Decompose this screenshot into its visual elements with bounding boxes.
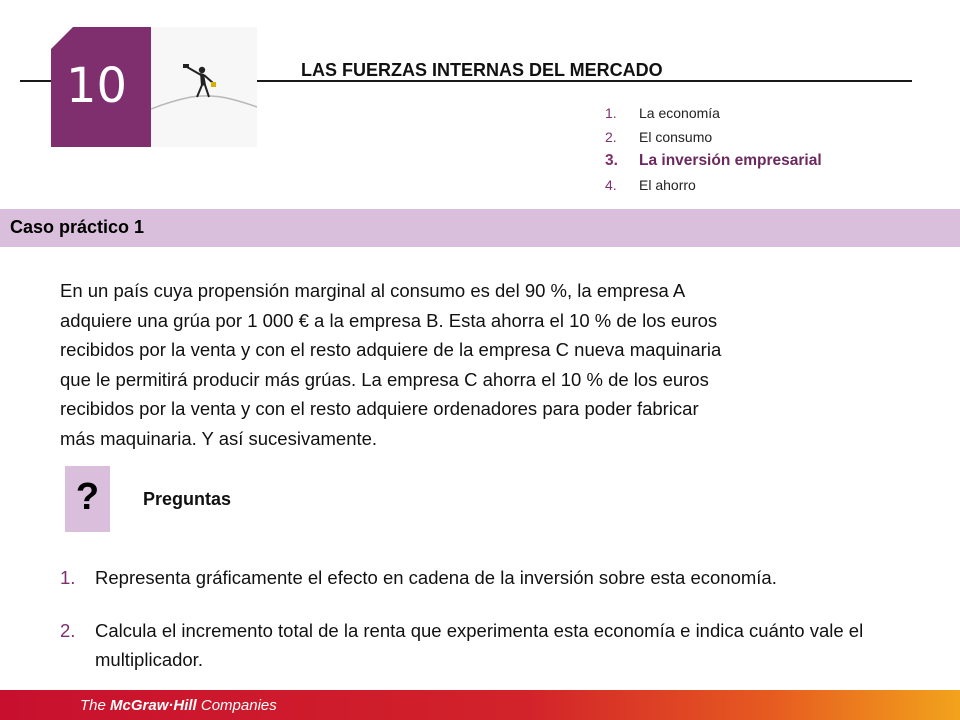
chapter-toc [605,101,822,197]
toc-item-label: El consumo [639,129,713,145]
chapter-number: 10 [66,58,128,114]
toc-item-number: 3. [605,152,618,169]
question-mark-glyph: ? [75,476,100,518]
case-line: que le permitirá producir más grúas. La empresa C ahorra el 10 % de los euros [60,368,709,390]
page-title: LAS FUERZAS INTERNAS DEL MERCADO [301,60,663,80]
case-statement [60,276,860,453]
chapter-badge-corner [51,27,73,49]
case-line: En un país cuya propensión marginal al consumo es del 90 %, la empresa A [60,280,686,301]
question-item [60,563,920,592]
publisher-logo [80,697,277,714]
case-line: más maquinaria. Y así sucesivamente. [60,427,378,449]
case-line: recibidos por la venta y con el resto adquiere ordenadores para poder fabricar [60,398,699,419]
toc-item-economia [605,101,822,125]
questions-list [60,563,920,674]
publisher-suffix: Companies [196,697,277,714]
section-title: Caso práctico 1 [10,217,145,237]
publisher-prefix: The [80,697,111,714]
question-number: 1. [60,567,76,588]
publisher-name: McGraw·Hill [110,697,197,714]
toc-item-label: El ahorro [639,177,696,193]
toc-item-number: 1. [605,105,617,121]
question-mark-icon [65,466,110,532]
tightrope-walker-image [151,27,257,147]
question-text: Calcula el incremento total de la renta que experimenta esta economía e indica cuánto vale el multiplicador. [95,620,864,670]
publisher-footer [0,690,960,720]
case-line: adquiere una grúa por 1 000 € a la empresa B. Esta ahorra el 10 % de los euros [60,309,718,331]
section-header-band [0,209,960,247]
question-text: Representa gráficamente el efecto en cadena de la inversión sobre esta economía. [95,567,777,588]
toc-item-number: 4. [605,177,617,193]
toc-item-label: La inversión empresarial [639,152,822,169]
questions-heading: Preguntas [143,489,232,509]
toc-item-label: La economía [639,105,720,121]
question-number: 2. [60,620,76,641]
toc-item-ahorro [605,173,822,197]
toc-item-number: 2. [605,129,617,145]
toc-item-inversion [605,149,822,173]
case-line: recibidos por la venta y con el resto adquiere de la empresa C nueva maquinaria [60,339,722,360]
toc-item-consumo [605,125,822,149]
tightrope-walker-icon [151,27,257,147]
question-item [60,616,920,674]
